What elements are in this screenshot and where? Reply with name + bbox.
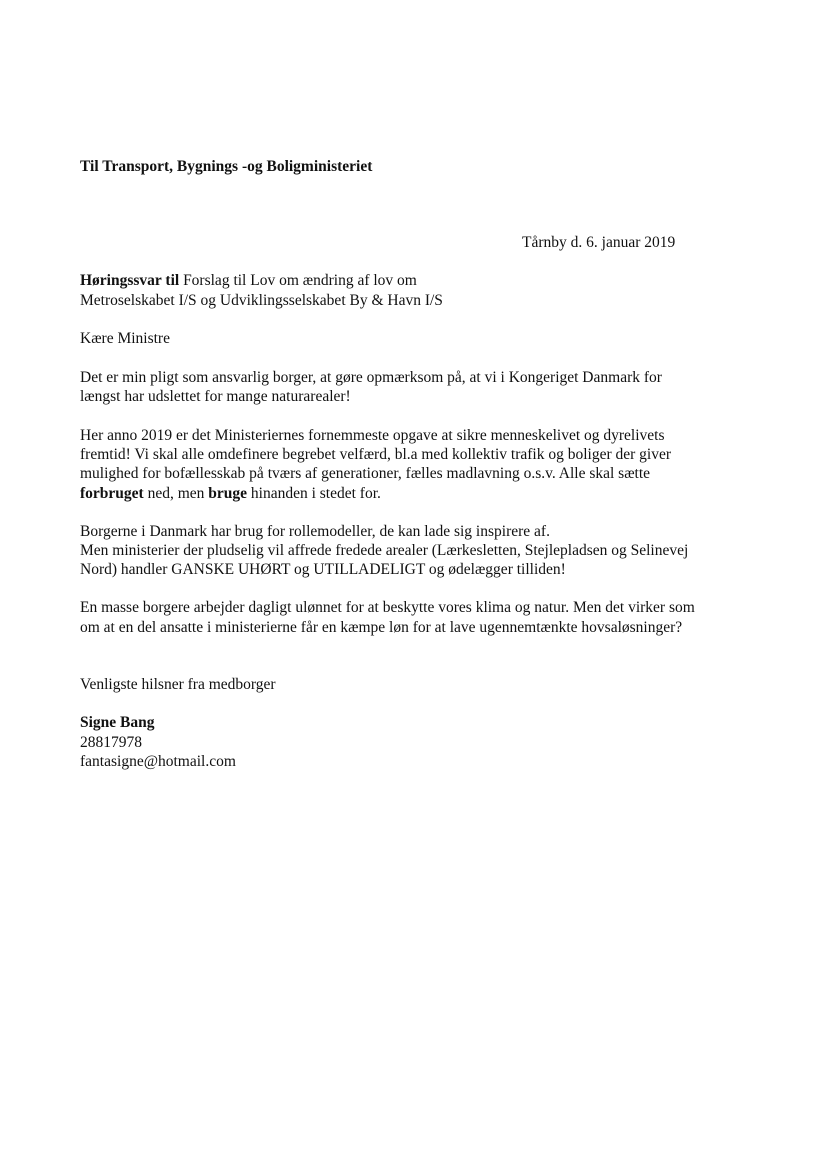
paragraph-2-text-mid: ned, men — [143, 485, 209, 502]
emphasis-bruge: bruge — [208, 485, 248, 502]
salutation: Kære Ministre — [80, 330, 170, 347]
paragraph-2-line-2: fremtid! Vi skal alle omdefinere begrebet velfærd, bl.a med kollektiv trafik og boliger der giver — [80, 446, 672, 463]
closing: Venligste hilsner fra medborger — [80, 676, 276, 693]
paragraph-3-line-3: Nord) handler GANSKE UHØRT og UTILLADELIGT og ødelægger tilliden! — [80, 561, 566, 578]
paragraph-3-line-2: Men ministerier der pludselig vil affrede fredede arealer (Lærkesletten, Stejlepladsen og Selinevej — [80, 542, 689, 559]
emphasis-forbruget: forbruget — [80, 485, 144, 502]
signature-name: Signe Bang — [80, 714, 155, 731]
subject-line-1 — [80, 271, 417, 290]
signature-phone: 28817978 — [80, 734, 142, 751]
signature-email: fantasigne@hotmail.com — [80, 753, 236, 770]
recipient-heading: Til Transport, Bygnings -og Boligministeriet — [80, 158, 373, 175]
paragraph-2-line-4 — [80, 484, 381, 503]
paragraph-3-line-1: Borgerne i Danmark har brug for rollemodeller, de kan lade sig inspirere af. — [80, 523, 550, 540]
letter-date: Tårnby d. 6. januar 2019 — [522, 234, 676, 251]
subject-text: Forslag til Lov om ændring af lov om — [179, 272, 417, 289]
paragraph-1-line-2: længst har udslettet for mange naturarealer! — [80, 388, 351, 405]
paragraph-2-text-end: hinanden i stedet for. — [247, 485, 381, 502]
paragraph-2-line-1: Her anno 2019 er det Ministeriernes fornemmeste opgave at sikre menneskelivet og dyrelivets — [80, 427, 665, 444]
paragraph-4-line-1: En masse borgere arbejder dagligt ulønnet for at beskytte vores klima og natur. Men det virker som — [80, 599, 695, 616]
paragraph-4-line-2: om at en del ansatte i ministerierne får en kæmpe løn for at lave ugennemtænkte hovsaløsninger? — [80, 619, 683, 636]
subject-line-2: Metroselskabet I/S og Udviklingsselskabet By & Havn I/S — [80, 292, 443, 309]
paragraph-2-line-3: mulighed for bofællesskab på tværs af generationer, fælles madlavning o.s.v. Alle skal sætte — [80, 465, 651, 482]
subject-label: Høringssvar til — [80, 272, 180, 289]
paragraph-1-line-1: Det er min pligt som ansvarlig borger, at gøre opmærksom på, at vi i Kongeriget Danmark for — [80, 369, 662, 386]
